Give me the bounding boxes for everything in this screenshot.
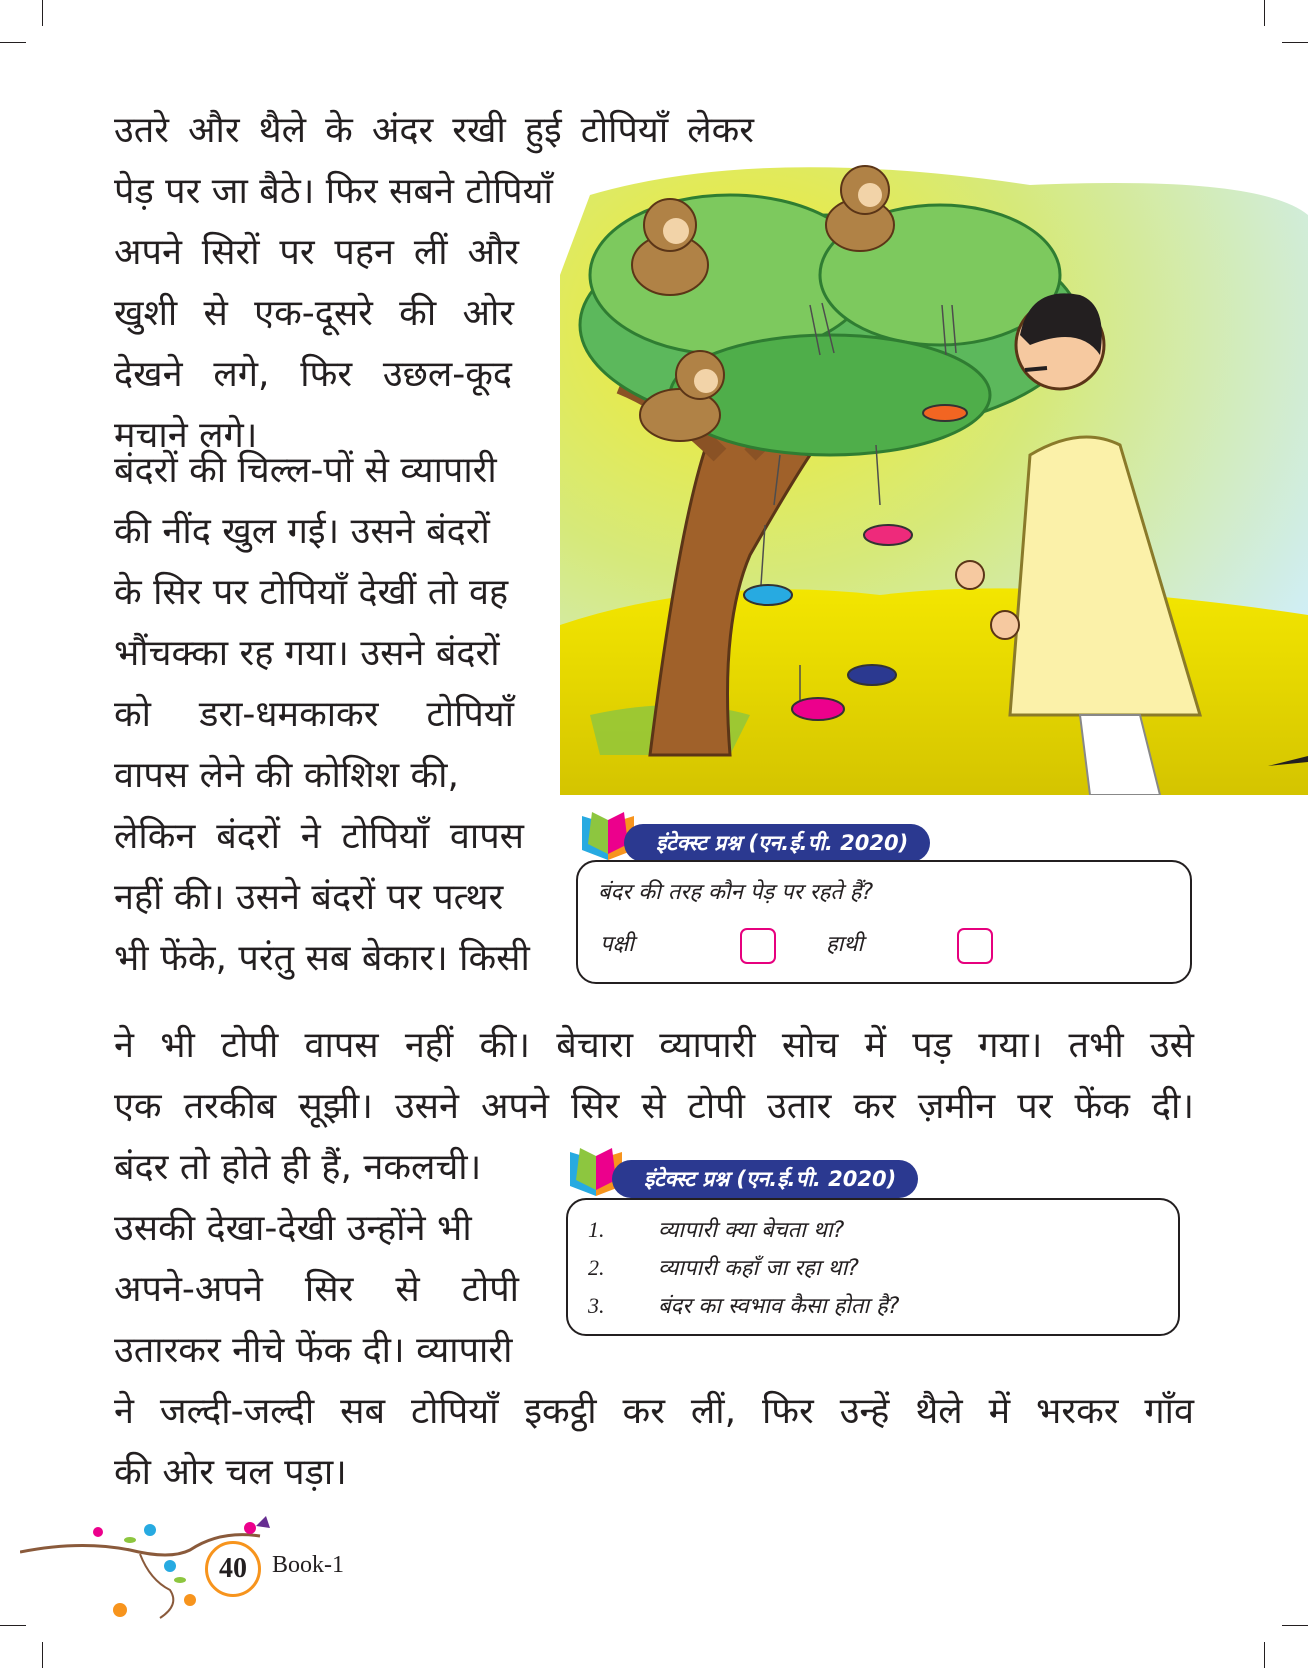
intext-question-badge: इंटेक्स्ट प्रश्न (एन.ई.पी. 2020) <box>612 1160 918 1198</box>
question-number: 1. <box>588 1217 605 1242</box>
story-line: की ओर चल पड़ा। <box>114 1452 347 1493</box>
question-row-2 <box>588 1252 859 1282</box>
crop-mark <box>1282 42 1308 43</box>
story-fullwidth-block-1 <box>114 1015 1194 1137</box>
crop-mark <box>42 1642 43 1668</box>
crop-mark <box>0 42 26 43</box>
crop-mark <box>1282 1625 1308 1626</box>
story-line: उतारकर नीचे फेंक दी। व्यापारी <box>114 1330 513 1371</box>
story-line: भौंचक्का रह गया। उसने बंदरों <box>114 633 500 674</box>
story-line: की नींद खुल गई। उसने बंदरों <box>114 511 490 552</box>
intext-question-box-1 <box>576 860 1192 984</box>
story-paragraph-1 <box>114 100 754 466</box>
crop-mark <box>1264 0 1265 26</box>
story-line: ने भी टोपी वापस नहीं की। बेचारा व्यापारी सोच में पड़ गया। तभी उसे <box>114 1025 1194 1066</box>
story-line: खुशी से एक-दूसरे की ओर <box>114 293 514 334</box>
story-line: नहीं की। उसने बंदरों पर पत्थर <box>114 877 504 918</box>
option-label-1: पक्षी <box>600 932 634 957</box>
crop-mark <box>1264 1642 1265 1668</box>
story-line: बंदर तो होते ही हैं, नकलची। <box>114 1147 482 1188</box>
story-line: उसकी देखा-देखी उन्होंने भी <box>114 1208 472 1249</box>
story-line: मचाने लगे। <box>114 415 258 456</box>
crop-mark <box>42 0 43 26</box>
question-text: बंदर का स्वभाव कैसा होता है? <box>658 1294 900 1319</box>
story-line: एक तरकीब सूझी। उसने अपने सिर से टोपी उतार कर ज़मीन पर फेंक दी। <box>114 1086 1194 1127</box>
question-text: व्यापारी कहाँ जा रहा था? <box>658 1256 859 1281</box>
story-fullwidth-block-2 <box>114 1381 1194 1503</box>
story-line: ने जल्दी-जल्दी सब टोपियाँ इकट्ठी कर लीं, फिर उन्हें थैले में भरकर गाँव <box>114 1391 1194 1432</box>
intext-question-text: बंदर की तरह कौन पेड़ पर रहते हैं? <box>598 880 874 905</box>
story-line: उतरे और थैले के अंदर रखी हुई टोपियाँ लेकर <box>114 110 754 151</box>
story-line: वापस लेने की कोशिश की, <box>114 755 459 796</box>
question-number: 3. <box>588 1293 605 1318</box>
story-line: बंदरों की चिल्ल-पों से व्यापारी <box>114 450 497 491</box>
story-line: भी फेंके, परंतु सब बेकार। किसी <box>114 938 530 979</box>
question-row-1 <box>588 1214 844 1244</box>
option-checkbox-1[interactable] <box>740 928 776 964</box>
page-number: 40 <box>205 1541 261 1597</box>
edge-tab-marker <box>1268 748 1308 772</box>
question-text: व्यापारी क्या बेचता था? <box>658 1218 845 1243</box>
option-checkbox-2[interactable] <box>957 928 993 964</box>
story-line: अपने-अपने सिर से टोपी <box>114 1269 519 1310</box>
option-label-2: हाथी <box>826 932 864 957</box>
question-row-3 <box>588 1290 899 1320</box>
story-line: के सिर पर टोपियाँ देखीं तो वह <box>114 572 509 613</box>
story-paragraph-2 <box>114 440 530 989</box>
story-line: पेड़ पर जा बैठे। फिर सबने टोपियाँ <box>114 171 553 212</box>
story-line: अपने सिरों पर पहन लीं और <box>114 232 519 273</box>
story-line: लेकिन बंदरों ने टोपियाँ वापस <box>114 816 524 857</box>
question-number: 2. <box>588 1255 605 1280</box>
intext-question-box-2 <box>566 1198 1180 1336</box>
intext-question-badge: इंटेक्स्ट प्रश्न (एन.ई.पी. 2020) <box>624 824 930 862</box>
story-paragraph-2-continued <box>114 1137 519 1381</box>
story-line: देखने लगे, फिर उछल-कूद <box>114 354 512 395</box>
story-line: को डरा-धमकाकर टोपियाँ <box>114 694 514 735</box>
book-label: Book-1 <box>272 1552 344 1578</box>
